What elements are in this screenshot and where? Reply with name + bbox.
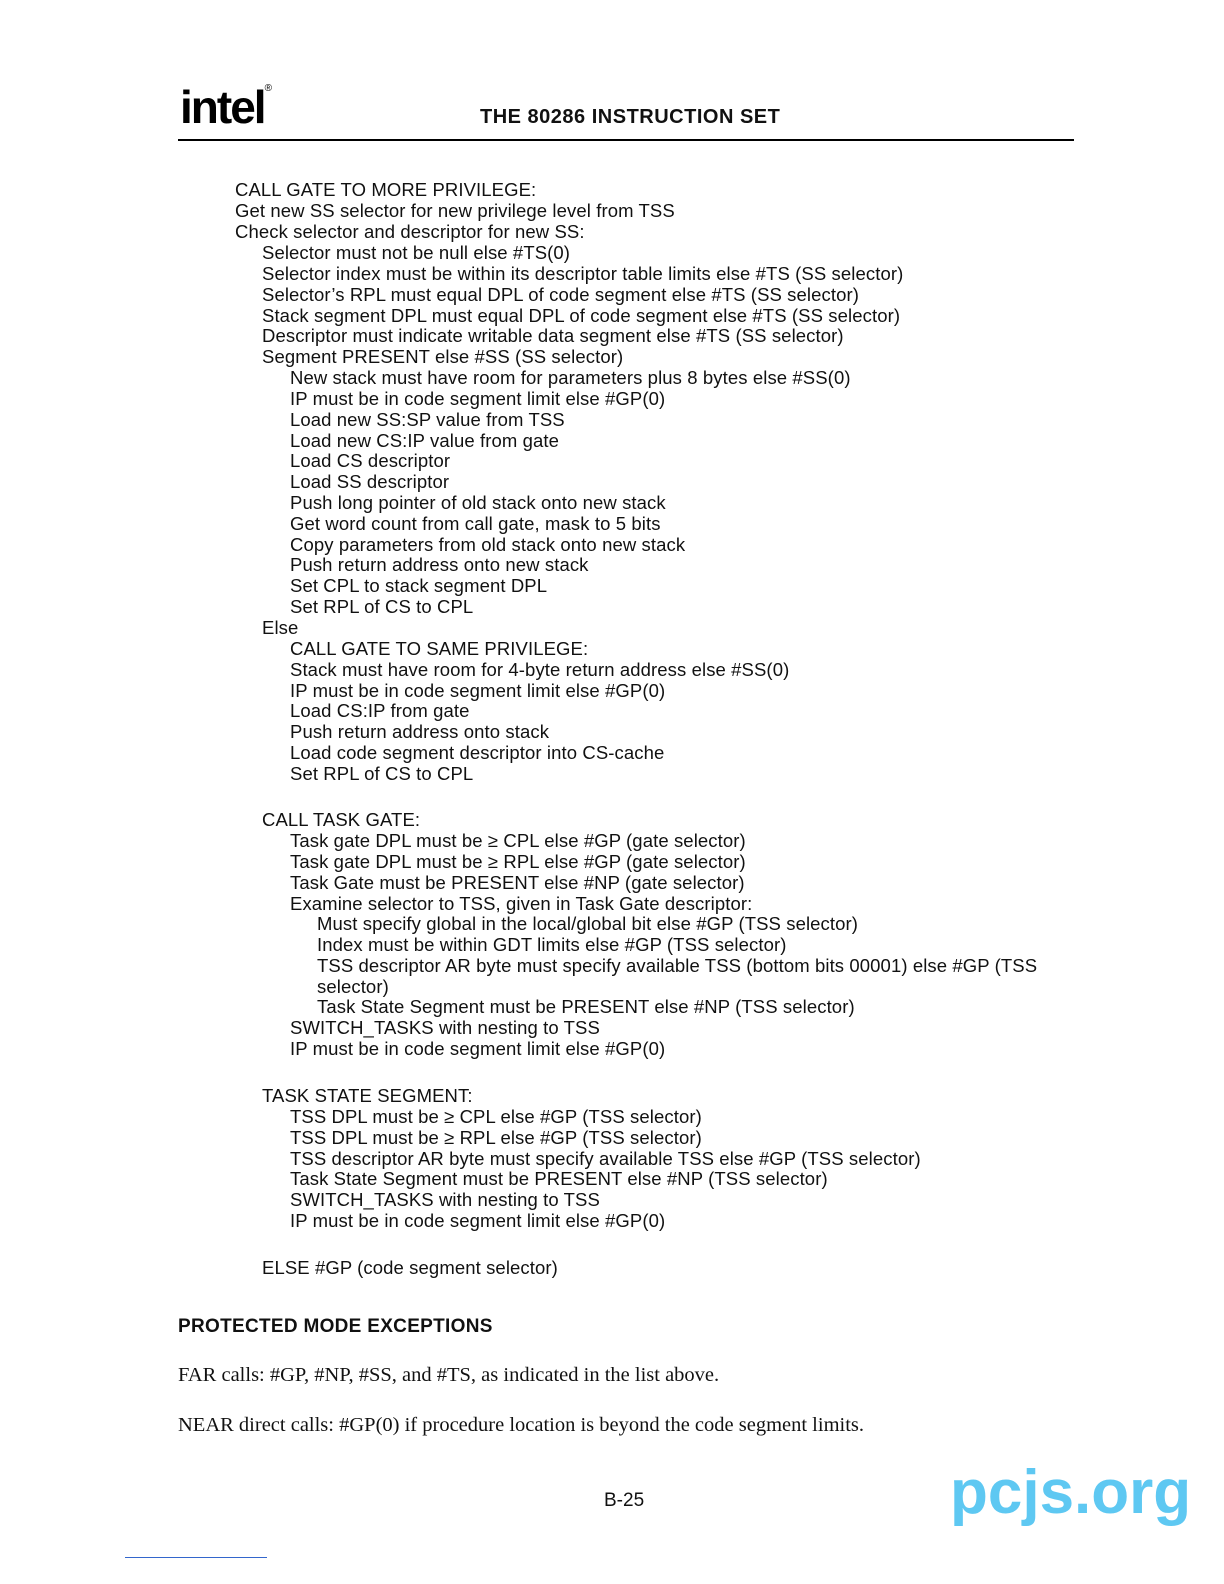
pseudocode-line: TSS DPL must be ≥ RPL else #GP (TSS selector) — [290, 1127, 702, 1148]
pseudocode-line: Task Gate must be PRESENT else #NP (gate selector) — [290, 872, 745, 893]
pseudocode-line: Selector index must be within its descriptor table limits else #TS (SS selector) — [262, 263, 904, 284]
pseudocode-line: Must specify global in the local/global bit else #GP (TSS selector) — [317, 913, 859, 934]
section-heading: PROTECTED MODE EXCEPTIONS — [178, 1316, 493, 1337]
pseudocode-line: Examine selector to TSS, given in Task Gate descriptor: — [290, 893, 753, 914]
pseudocode-line: Task State Segment must be PRESENT else #NP (TSS selector) — [290, 1168, 828, 1189]
pseudocode-line: IP must be in code segment limit else #GP(0) — [290, 1038, 666, 1059]
pseudocode-line: Stack segment DPL must equal DPL of code segment else #TS (SS selector) — [262, 305, 901, 326]
page-number: B-25 — [604, 1490, 645, 1511]
footer-rule — [125, 1557, 267, 1558]
pseudocode-line: IP must be in code segment limit else #GP(0) — [290, 388, 666, 409]
pseudocode-line: Stack must have room for 4-byte return address else #SS(0) — [290, 659, 790, 680]
pseudocode-line: CALL TASK GATE: — [262, 809, 421, 830]
pseudocode-line: Load code segment descriptor into CS-cache — [290, 742, 665, 763]
paragraph-far-calls: FAR calls: #GP, #NP, #SS, and #TS, as indicated in the list above. — [178, 1364, 720, 1386]
pseudocode-line: Load SS descriptor — [290, 471, 450, 492]
pseudocode-line: IP must be in code segment limit else #GP(0) — [290, 680, 666, 701]
pseudocode-line: Selector must not be null else #TS(0) — [262, 242, 571, 263]
pseudocode-line: IP must be in code segment limit else #GP(0) — [290, 1210, 666, 1231]
pseudocode-line: ELSE #GP (code segment selector) — [262, 1257, 558, 1278]
header-rule — [178, 139, 1074, 141]
pseudocode-line: Load new SS:SP value from TSS — [290, 409, 565, 430]
pseudocode-line: Else — [262, 617, 299, 638]
pseudocode-line: selector) — [317, 976, 389, 997]
pseudocode-line: Get new SS selector for new privilege level from TSS — [235, 200, 675, 221]
pseudocode-line: Set RPL of CS to CPL — [290, 763, 474, 784]
pseudocode-line: New stack must have room for parameters plus 8 bytes else #SS(0) — [290, 367, 851, 388]
page-header-title: THE 80286 INSTRUCTION SET — [480, 106, 781, 128]
pseudocode-line: TASK STATE SEGMENT: — [262, 1085, 473, 1106]
pseudocode-line: TSS DPL must be ≥ CPL else #GP (TSS selector) — [290, 1106, 702, 1127]
pseudocode-line: Load CS:IP from gate — [290, 700, 470, 721]
pseudocode-line: SWITCH_TASKS with nesting to TSS — [290, 1017, 600, 1038]
pseudocode-line: Push long pointer of old stack onto new stack — [290, 492, 666, 513]
pseudocode-line: Segment PRESENT else #SS (SS selector) — [262, 346, 624, 367]
pseudocode-line: Descriptor must indicate writable data segment else #TS (SS selector) — [262, 325, 844, 346]
pseudocode-line: Selector’s RPL must equal DPL of code segment else #TS (SS selector) — [262, 284, 860, 305]
intel-logo: intel® — [180, 81, 272, 133]
pseudocode-line: CALL GATE TO SAME PRIVILEGE: — [290, 638, 589, 659]
pseudocode-line: Push return address onto stack — [290, 721, 550, 742]
pseudocode-line: TSS descriptor AR byte must specify available TSS else #GP (TSS selector) — [290, 1148, 921, 1169]
pcjs-watermark: pcjs.org — [950, 1458, 1192, 1527]
pseudocode-line: Get word count from call gate, mask to 5 bits — [290, 513, 661, 534]
pseudocode-line: SWITCH_TASKS with nesting to TSS — [290, 1189, 600, 1210]
pseudocode-line: Task State Segment must be PRESENT else #NP (TSS selector) — [317, 996, 855, 1017]
pseudocode-line: CALL GATE TO MORE PRIVILEGE: — [235, 179, 537, 200]
pseudocode-line: Task gate DPL must be ≥ RPL else #GP (gate selector) — [290, 851, 746, 872]
pseudocode-line: Task gate DPL must be ≥ CPL else #GP (gate selector) — [290, 830, 746, 851]
pseudocode-line: Set RPL of CS to CPL — [290, 596, 474, 617]
pseudocode-line: Push return address onto new stack — [290, 554, 589, 575]
pseudocode-line: Index must be within GDT limits else #GP (TSS selector) — [317, 934, 787, 955]
pseudocode-line: Check selector and descriptor for new SS: — [235, 221, 585, 242]
pseudocode-line: Load CS descriptor — [290, 450, 451, 471]
pseudocode-line: TSS descriptor AR byte must specify available TSS (bottom bits 00001) else #GP (TSS — [317, 955, 1038, 976]
pseudocode-line: Copy parameters from old stack onto new stack — [290, 534, 686, 555]
paragraph-near-calls: NEAR direct calls: #GP(0) if procedure location is beyond the code segment limits. — [178, 1414, 865, 1436]
pseudocode-line: Load new CS:IP value from gate — [290, 430, 560, 451]
pseudocode-line: Set CPL to stack segment DPL — [290, 575, 548, 596]
